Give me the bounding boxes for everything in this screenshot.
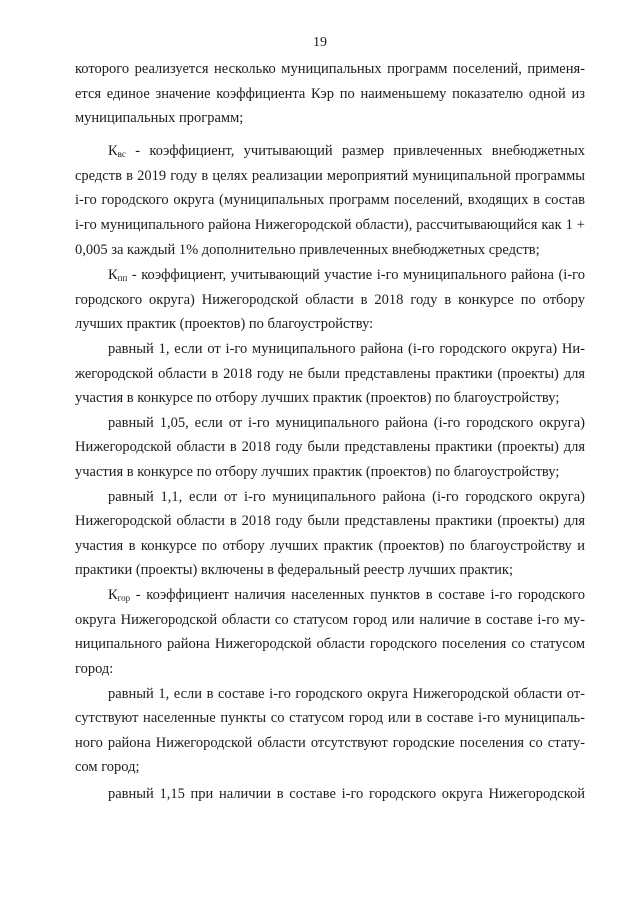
text-line	[75, 634, 585, 654]
line-text: участия в конкурсе по отбору лучших практик (проектов) по благоустройству и	[75, 538, 585, 554]
coefficient-symbol: К	[108, 587, 118, 603]
line-text: равный 1,05, если от i-го муниципального района (i-го городского округа)	[108, 415, 585, 431]
text-line	[75, 59, 585, 79]
text-line	[75, 462, 585, 482]
text-line	[75, 84, 585, 104]
text-line	[108, 684, 585, 704]
line-text: 0,005 за каждый 1% дополнительно привлеченных внебюджетных средств;	[75, 242, 540, 258]
line-text: муниципальных программ;	[75, 110, 244, 126]
text-line	[75, 708, 585, 728]
line-text: участия в конкурсе по отбору лучших практик (проектов) по благоустройству;	[75, 464, 560, 480]
text-line	[75, 536, 585, 556]
text-line	[108, 265, 585, 285]
line-text: i-го муниципального района Нижегородской области), рассчитывающийся как 1 +	[75, 217, 585, 233]
line-text: лучших практик (проектов) по благоустройству:	[75, 316, 374, 332]
text-line	[75, 314, 585, 334]
text-line	[108, 141, 585, 161]
text-line	[75, 757, 585, 777]
coefficient-subscript: вс	[117, 149, 126, 159]
coefficient-symbol: К	[108, 143, 118, 159]
text-line	[75, 166, 585, 186]
line-text: равный 1,1, если от i-го муниципального района (i-го городского округа)	[108, 489, 585, 505]
text-line	[75, 610, 585, 630]
text-line	[75, 511, 585, 531]
line-text: Нижегородской области в 2018 году были представлены практики (проекты) для	[75, 439, 585, 455]
line-text: городского округа) Нижегородской области в 2018 году в конкурсе по отбору	[75, 292, 585, 308]
text-line	[75, 733, 585, 753]
text-line	[75, 240, 585, 260]
line-text: Нижегородской области в 2018 году были представлены практики (проекты) для	[75, 513, 585, 529]
text-line	[75, 560, 585, 580]
line-text: практики (проекты) включены в федеральный реестр лучших практик;	[75, 562, 514, 578]
line-text: равный 1, если от i-го муниципального района (i-го городского округа) Ни-	[108, 341, 585, 357]
page-number: 19	[313, 35, 327, 50]
line-text: ниципального района Нижегородской области городского поселения со статусом	[75, 636, 585, 652]
line-text: жегородской области в 2018 году не были представлены практики (проекты) для	[75, 366, 585, 382]
line-text: сом город;	[75, 759, 140, 775]
line-text: ется единое значение коэффициента Кэр по наименьшему показателю одной из	[75, 86, 585, 102]
coefficient-subscript: гор	[117, 593, 131, 603]
text-line	[108, 585, 585, 605]
coefficient-symbol: К	[108, 267, 118, 283]
text-line	[75, 659, 585, 679]
line-text: которого реализуется несколько муниципальных программ поселений, применя-	[75, 61, 585, 77]
text-line	[108, 339, 585, 359]
text-line	[75, 108, 585, 128]
coefficient-subscript: пп	[117, 273, 128, 283]
line-text: равный 1, если в составе i-го городского округа Нижегородской области от-	[108, 686, 585, 702]
text-line	[75, 215, 585, 235]
line-text: сутствуют населенные пункты со статусом город или в составе i-го муниципаль-	[75, 710, 585, 726]
line-text: округа Нижегородской области со статусом город или наличие в составе i-го му-	[75, 612, 585, 628]
line-text: - коэффициент наличия населенных пунктов в составе i-го городского	[130, 587, 585, 603]
text-line	[108, 413, 585, 433]
line-text: город:	[75, 661, 114, 677]
text-line	[75, 290, 585, 310]
text-line	[108, 487, 585, 507]
text-line	[75, 437, 585, 457]
line-text: равный 1,15 при наличии в составе i-го городского округа Нижегородской	[108, 786, 585, 802]
line-text: i-го городского округа (муниципальных программ поселений, входящих в состав	[75, 192, 585, 208]
text-line	[75, 388, 585, 408]
text-line	[75, 364, 585, 384]
text-line	[75, 190, 585, 210]
text-line	[108, 784, 585, 804]
line-text: участия в конкурсе по отбору лучших практик (проектов) по благоустройству;	[75, 390, 560, 406]
line-text: - коэффициент, учитывающий участие i-го муниципального района (i-го	[127, 267, 585, 283]
line-text: ного района Нижегородской области отсутствуют городские поселения со стату-	[75, 735, 585, 751]
line-text: - коэффициент, учитывающий размер привлеченных внебюджетных	[125, 143, 585, 159]
line-text: средств в 2019 году в целях реализации мероприятий муниципальной программы	[75, 168, 585, 184]
